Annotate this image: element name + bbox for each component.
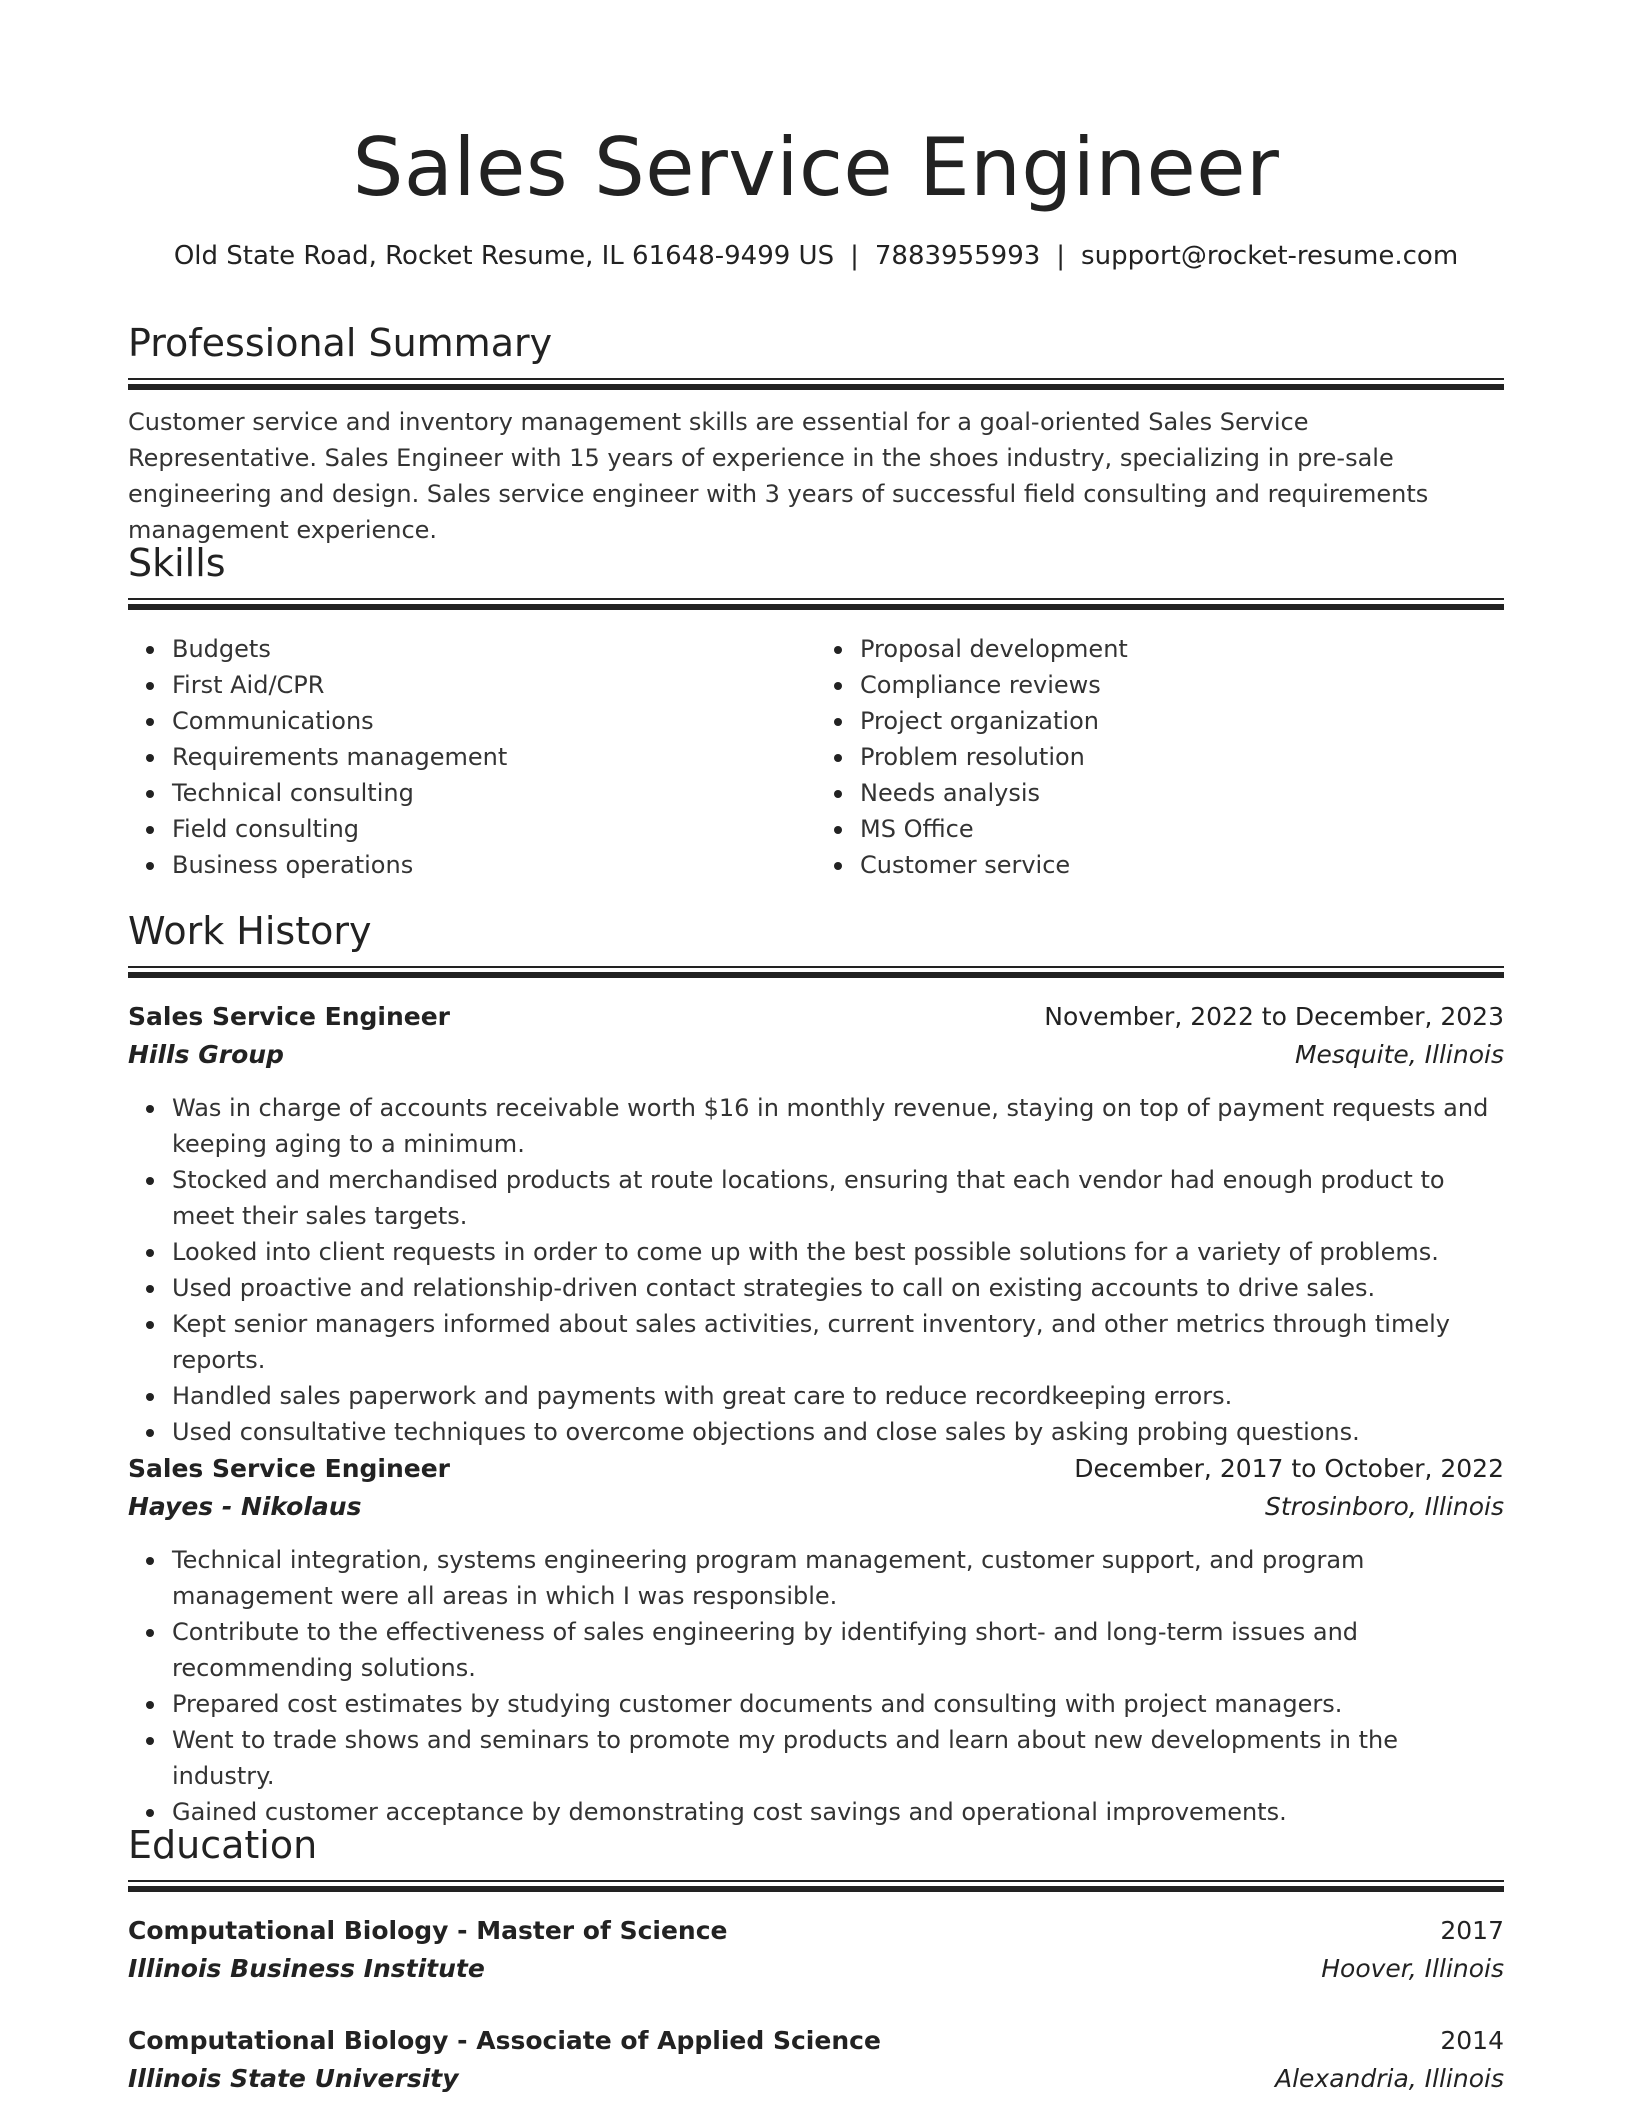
- skill-item: Technical consulting: [172, 775, 816, 811]
- skill-item: Proposal development: [860, 631, 1504, 667]
- education-year: 2017: [1440, 1916, 1504, 1945]
- job-company: Hayes - Nikolaus: [128, 1492, 362, 1521]
- job-bullet: Kept senior managers informed about sales activities, current inventory, and other metrics through timely reports.: [172, 1306, 1504, 1378]
- job-bullet: Was in charge of accounts receivable worth $16 in monthly revenue, staying on top of payment requests and keeping aging to a minimum.: [172, 1090, 1504, 1162]
- education-entry: [128, 1912, 1504, 1988]
- resume-name: Sales Service Engineer: [352, 121, 1280, 214]
- job-entry: [128, 998, 1504, 1450]
- section-divider: [128, 1886, 1504, 1892]
- section-divider: [128, 384, 1504, 390]
- section-divider: [128, 604, 1504, 610]
- job-bullet: Used consultative techniques to overcome objections and close sales by asking probing questions.: [172, 1414, 1504, 1450]
- education-location: Hoover, Illinois: [1321, 1954, 1504, 1983]
- job-bullet: Gained customer acceptance by demonstrating cost savings and operational improvements.: [172, 1794, 1504, 1830]
- job-dates: December, 2017 to October, 2022: [1074, 1454, 1504, 1483]
- job-bullet: Technical integration, systems engineering program management, customer support, and program management were all areas in which I was responsible.: [172, 1542, 1504, 1614]
- education-degree: Computational Biology - Master of Science: [128, 1916, 728, 1945]
- summary-text: Customer service and inventory management skills are essential for a goal-oriented Sales Service Representative. Sales Engineer with 15 years of experience in the shoes industry, specializing in pre-sale engineering and design. Sales service engineer with 3 years of successful field consulting and requirements management experience.: [128, 408, 1429, 544]
- job-bullet: Went to trade shows and seminars to promote my products and learn about new developments in the industry.: [172, 1722, 1504, 1794]
- work-title: Work History: [128, 909, 372, 953]
- contact-line: [128, 238, 1504, 274]
- job-bullets: [128, 1542, 1504, 1830]
- skills-title: Skills: [128, 541, 226, 585]
- skill-item: MS Office: [860, 811, 1504, 847]
- job-entry: [128, 1450, 1504, 1830]
- skill-item: Needs analysis: [860, 775, 1504, 811]
- skill-item: Budgets: [172, 631, 816, 667]
- job-bullet: Stocked and merchandised products at route locations, ensuring that each vendor had enough product to meet their sales targets.: [172, 1162, 1504, 1234]
- contact-email: support@rocket-resume.com: [1081, 241, 1459, 271]
- skills-section-header: [128, 538, 1504, 610]
- summary-title: Professional Summary: [128, 321, 553, 365]
- skills-column-left: [128, 631, 816, 883]
- contact-address: Old State Road, Rocket Resume, IL 61648-9499 US: [173, 241, 835, 271]
- skill-item: Problem resolution: [860, 739, 1504, 775]
- skill-item: Project organization: [860, 703, 1504, 739]
- education-degree: Computational Biology - Associate of Applied Science: [128, 2026, 881, 2055]
- job-title: Sales Service Engineer: [128, 1002, 450, 1031]
- work-section-header: [128, 906, 1504, 978]
- skill-item: Business operations: [172, 847, 816, 883]
- job-bullet: Used proactive and relationship-driven contact strategies to call on existing accounts to drive sales.: [172, 1270, 1504, 1306]
- section-divider: [128, 378, 1504, 380]
- contact-separator: |: [1056, 241, 1066, 271]
- education-year: 2014: [1440, 2026, 1504, 2055]
- education-school: Illinois State University: [128, 2064, 459, 2093]
- skill-item: Requirements management: [172, 739, 816, 775]
- summary-section-header: [128, 318, 1504, 390]
- job-bullet: Looked into client requests in order to come up with the best possible solutions for a variety of problems.: [172, 1234, 1504, 1270]
- section-divider: [128, 972, 1504, 978]
- skill-item: Field consulting: [172, 811, 816, 847]
- job-bullet: Prepared cost estimates by studying customer documents and consulting with project managers.: [172, 1686, 1504, 1722]
- contact-phone: 7883955993: [874, 241, 1041, 271]
- education-title: Education: [128, 1823, 318, 1867]
- skill-item: Compliance reviews: [860, 667, 1504, 703]
- job-company: Hills Group: [128, 1040, 284, 1069]
- education-section-header: [128, 1820, 1504, 1892]
- section-divider: [128, 598, 1504, 600]
- skill-item: First Aid/CPR: [172, 667, 816, 703]
- education-location: Alexandria, Illinois: [1274, 2064, 1504, 2093]
- job-bullet: Contribute to the effectiveness of sales engineering by identifying short- and long-term issues and recommending solutions.: [172, 1614, 1504, 1686]
- education-entry: [128, 2022, 1504, 2098]
- skill-item: Communications: [172, 703, 816, 739]
- contact-separator: |: [850, 241, 859, 271]
- job-title: Sales Service Engineer: [128, 1454, 450, 1483]
- section-divider: [128, 1880, 1504, 1882]
- job-location: Strosinboro, Illinois: [1264, 1492, 1504, 1521]
- job-location: Mesquite, Illinois: [1294, 1040, 1504, 1069]
- job-bullet: Handled sales paperwork and payments with great care to reduce recordkeeping errors.: [172, 1378, 1504, 1414]
- job-bullets: [128, 1090, 1504, 1450]
- section-divider: [128, 966, 1504, 968]
- job-dates: November, 2022 to December, 2023: [1044, 1002, 1504, 1031]
- skill-item: Customer service: [860, 847, 1504, 883]
- education-school: Illinois Business Institute: [128, 1954, 485, 1983]
- skills-list: [128, 631, 1504, 883]
- skills-column-right: [816, 631, 1504, 883]
